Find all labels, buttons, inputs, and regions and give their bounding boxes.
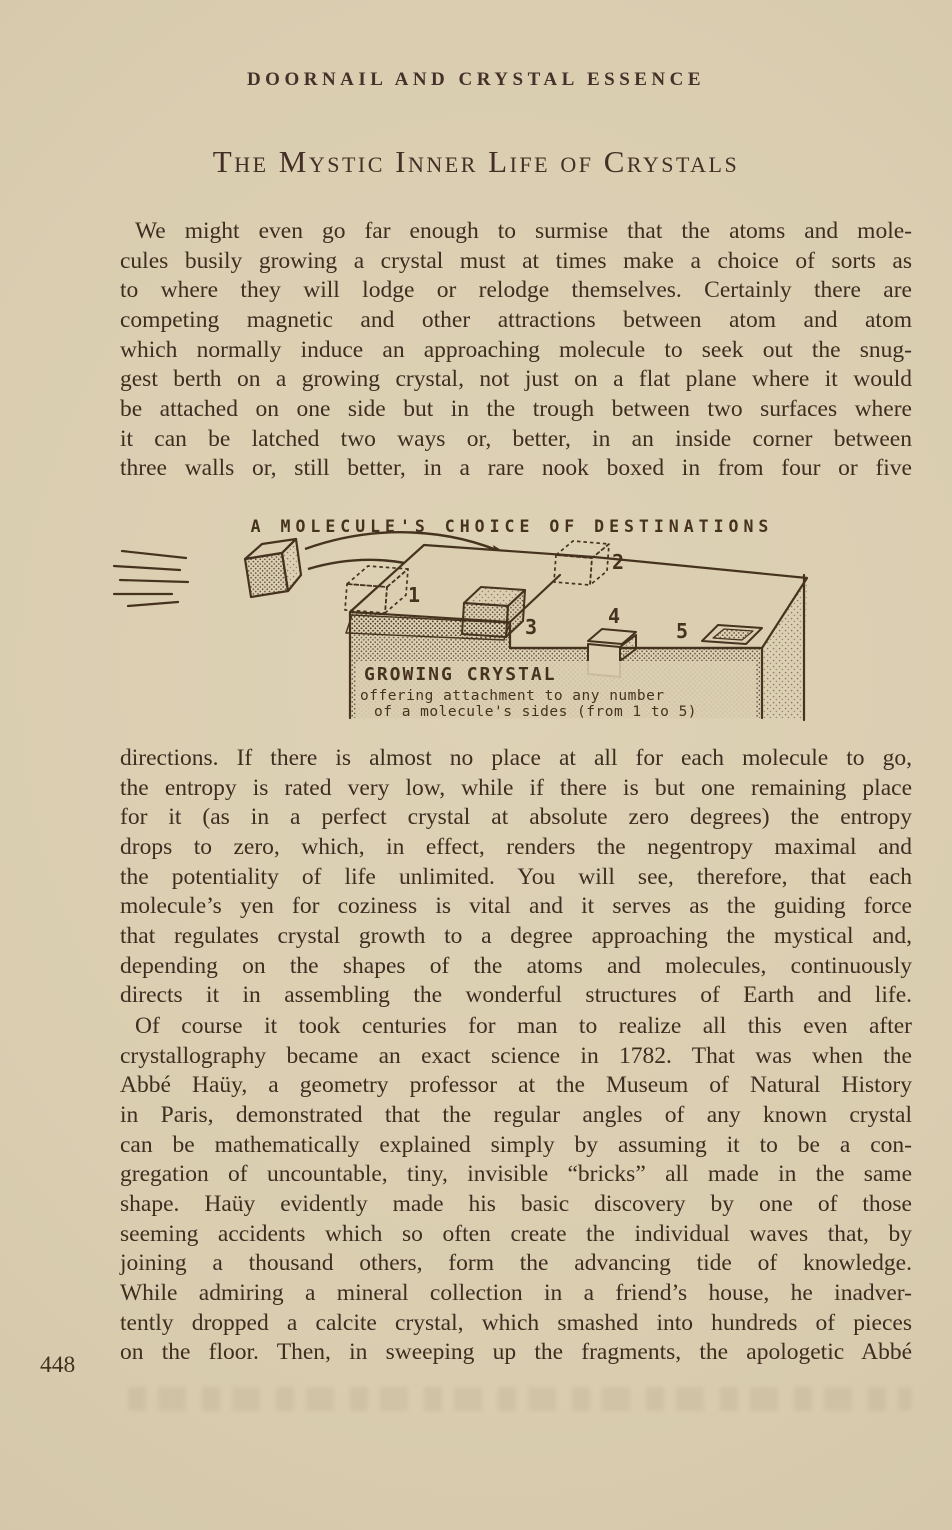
figure-caption-line1: offering attachment to any number — [360, 688, 665, 704]
figure-molecule-destinations — [112, 503, 852, 735]
text-line: to where they will lodge or relodge themselves. Certainly there are — [120, 277, 912, 304]
body-paragraph-3 — [120, 1012, 912, 1368]
text-line: that regulates crystal growth to a degree approaching the mystical and, — [120, 922, 912, 949]
motion-lines — [114, 551, 188, 606]
text-line: the potentiality of life unlimited. You will see, therefore, that each — [120, 863, 912, 890]
text-line: While admiring a mineral collection in a friend’s house, he inadver- — [120, 1279, 912, 1306]
figure-canvas — [112, 503, 852, 735]
text-line: it can be latched two ways or, better, in an inside corner between — [120, 425, 912, 452]
text-line: for it (as in a perfect crystal at absolute zero degrees) the entropy — [120, 804, 912, 831]
text-line: Abbé Haüy, a geometry professor at the Museum of Natural History — [120, 1072, 912, 1099]
text-line: shape. Haüy evidently made his basic discovery by one of those — [120, 1190, 912, 1217]
text-line: joining a thousand others, form the advancing tide of knowledge. — [120, 1250, 912, 1277]
figure-title: A MOLECULE'S CHOICE OF DESTINATIONS — [250, 517, 774, 536]
text-line: on the floor. Then, in sweeping up the fragments, the apologetic Abbé — [120, 1339, 912, 1366]
growing-crystal-label: GROWING CRYSTAL — [364, 664, 557, 685]
running-header: DOORNAIL AND CRYSTAL ESSENCE — [246, 69, 706, 90]
text-line: drops to zero, which, in effect, renders the negentropy maximal and — [120, 833, 912, 860]
text-line: gest berth on a growing crystal, not just on a flat plane where it would — [120, 366, 912, 393]
label-5: 5 — [676, 619, 689, 643]
text-line: can be mathematically explained simply by assuming it to be a con- — [120, 1131, 912, 1158]
text-line: gregation of uncountable, tiny, invisible “bricks” all made in the same — [120, 1161, 912, 1188]
text-line: directions. If there is almost no place at all for each molecule to go, — [120, 745, 912, 771]
text-line: directs it in assembling the wonderful structures of Earth and life. — [120, 982, 912, 1009]
text-line: seeming accidents which so often create the individual waves that, by — [120, 1220, 912, 1247]
text-line: cules busily growing a crystal must at times make a choice of sorts as — [120, 247, 912, 274]
text-line: in Paris, demonstrated that the regular angles of any known crystal — [120, 1101, 912, 1128]
page-number: 448 — [40, 1352, 76, 1378]
text-line: depending on the shapes of the atoms and molecules, continuously — [120, 952, 912, 979]
text-line: which normally induce an approaching molecule to seek out the snug- — [120, 336, 912, 363]
text-line: crystallography became an exact science in 1782. That was when the — [120, 1042, 912, 1069]
text-line: tently dropped a calcite crystal, which smashed into hundreds of pieces — [120, 1309, 912, 1336]
text-line: Of course it took centuries for man to realize all this even after — [135, 1013, 912, 1039]
section-title: The Mystic Inner Life of Crystals — [212, 144, 740, 179]
text-line: the entropy is rated very low, while if there is but one remaining place — [120, 774, 912, 801]
label-4: 4 — [608, 604, 621, 628]
text-line: three walls or, still better, in a rare nook boxed in from four or five — [120, 455, 912, 482]
text-line: We might even go far enough to surmise that the atoms and mole- — [135, 218, 912, 244]
label-1: 1 — [408, 583, 421, 607]
label-3: 3 — [525, 615, 538, 639]
text-line: competing magnetic and other attractions between atom and atom — [120, 306, 912, 333]
bleedthrough-ghost-text — [128, 1387, 912, 1411]
flying-molecule-cube — [245, 539, 301, 597]
figure-caption-line2: of a molecule's sides (from 1 to 5) — [374, 704, 698, 720]
body-paragraph-1 — [120, 217, 912, 484]
text-line: molecule’s yen for coziness is vital and it serves as the guiding force — [120, 893, 912, 920]
label-2: 2 — [612, 550, 625, 574]
body-paragraph-2 — [120, 744, 912, 1011]
text-line: be attached on one side but in the trough between two surfaces where — [120, 395, 912, 422]
